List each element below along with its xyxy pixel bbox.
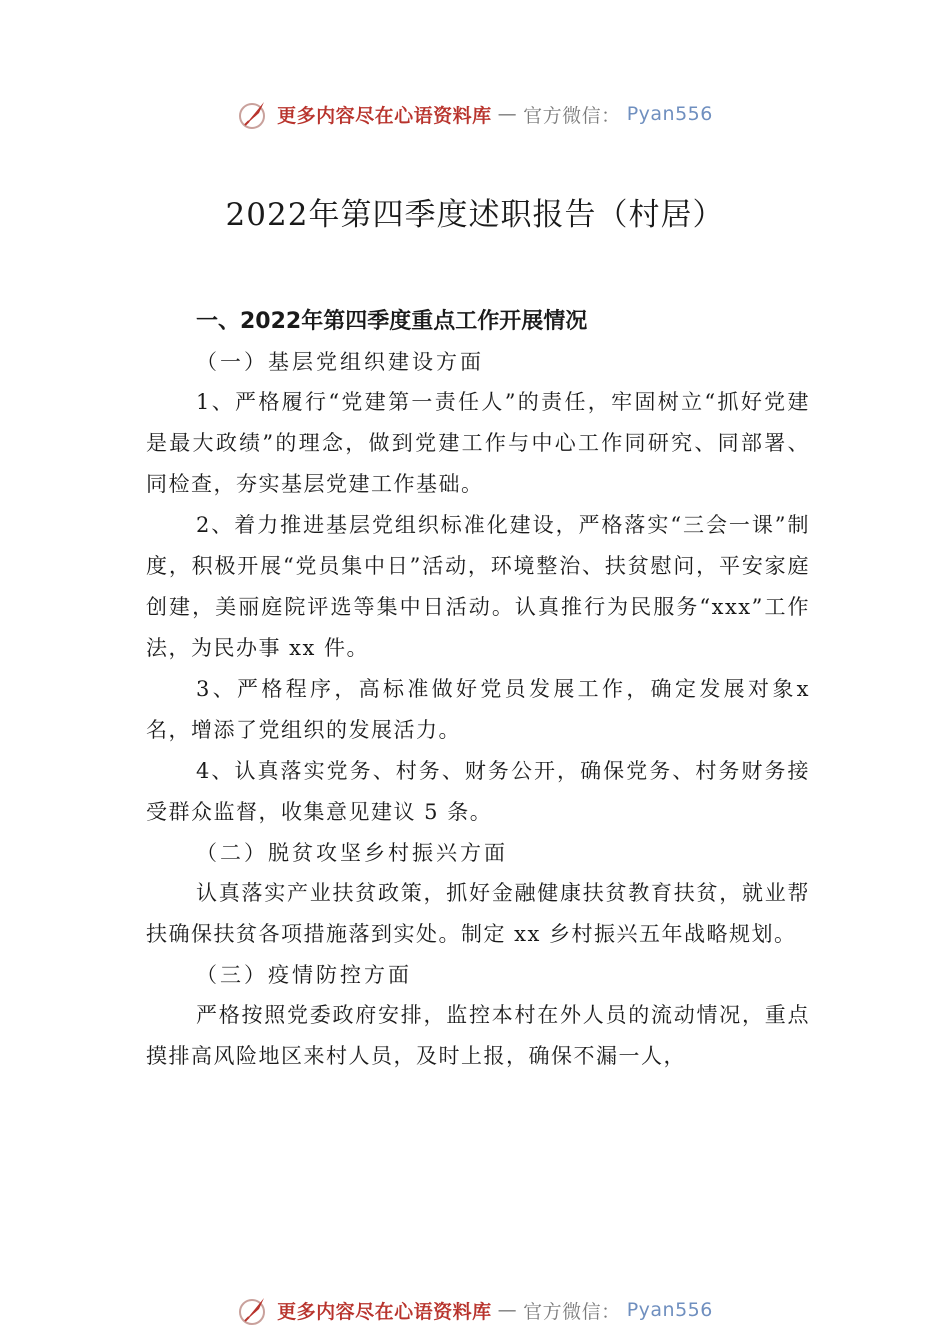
paragraph: 1、严格履行“党建第一责任人”的责任，牢固树立“抓好党建是最大政绩”的理念，做到党建工作与中心工作同研究、同部署、同检查，夯实基层党建工作基础。: [146, 390, 810, 496]
subsection-heading: （一）基层党组织建设方面: [196, 350, 484, 374]
document-title: 2022年第四季度述职报告（村居）: [225, 197, 725, 233]
watermark-dash: —: [497, 1299, 518, 1321]
paragraph: 认真落实产业扶贫政策，抓好金融健康扶贫教育扶贫，就业帮扶确保扶贫各项措施落到实处。制定 xx 乡村振兴五年战略规划。: [146, 881, 810, 946]
paragraph: 2、着力推进基层党组织标准化建设，严格落实“三会一课”制度，积极开展“党员集中日”活动，环境整治、扶贫慰问，平安家庭创建，美丽庭院评选等集中日活动。认真推行为民服务“xxx”工作法，为民办事 xx 件。: [146, 513, 810, 660]
subsection-heading: （三）疫情防控方面: [196, 963, 412, 987]
paragraph: 严格按照党委政府安排，监控本村在外人员的流动情况，重点摸排高风险地区来村人员，及时上报，确保不漏一人，: [146, 1003, 810, 1068]
watermark-wechat-label: 官方微信：: [523, 1300, 621, 1323]
subsection-heading: （二）脱贫攻坚乡村振兴方面: [196, 841, 508, 865]
watermark-footer: [0, 1290, 950, 1330]
watermark-dash: —: [497, 103, 518, 125]
section-heading: 一、2022年第四季度重点工作开展情况: [196, 309, 588, 334]
watermark-wechat-id: Pyan556: [626, 103, 713, 125]
watermark-header: [0, 94, 950, 134]
document-body: [146, 302, 810, 1077]
watermark-brand-text: 更多内容尽在心语资料库: [277, 1300, 492, 1323]
quill-logo-icon: [237, 1293, 271, 1327]
watermark-wechat-id: Pyan556: [626, 1299, 713, 1321]
watermark-brand-text: 更多内容尽在心语资料库: [277, 104, 492, 127]
quill-logo-icon: [237, 97, 271, 131]
paragraph: 4、认真落实党务、村务、财务公开，确保党务、村务财务接受群众监督，收集意见建议 5 条。: [146, 759, 810, 824]
paragraph: 3、严格程序，高标准做好党员发展工作，确定发展对象x 名，增添了党组织的发展活力。: [146, 677, 810, 742]
watermark-wechat-label: 官方微信：: [523, 104, 621, 127]
